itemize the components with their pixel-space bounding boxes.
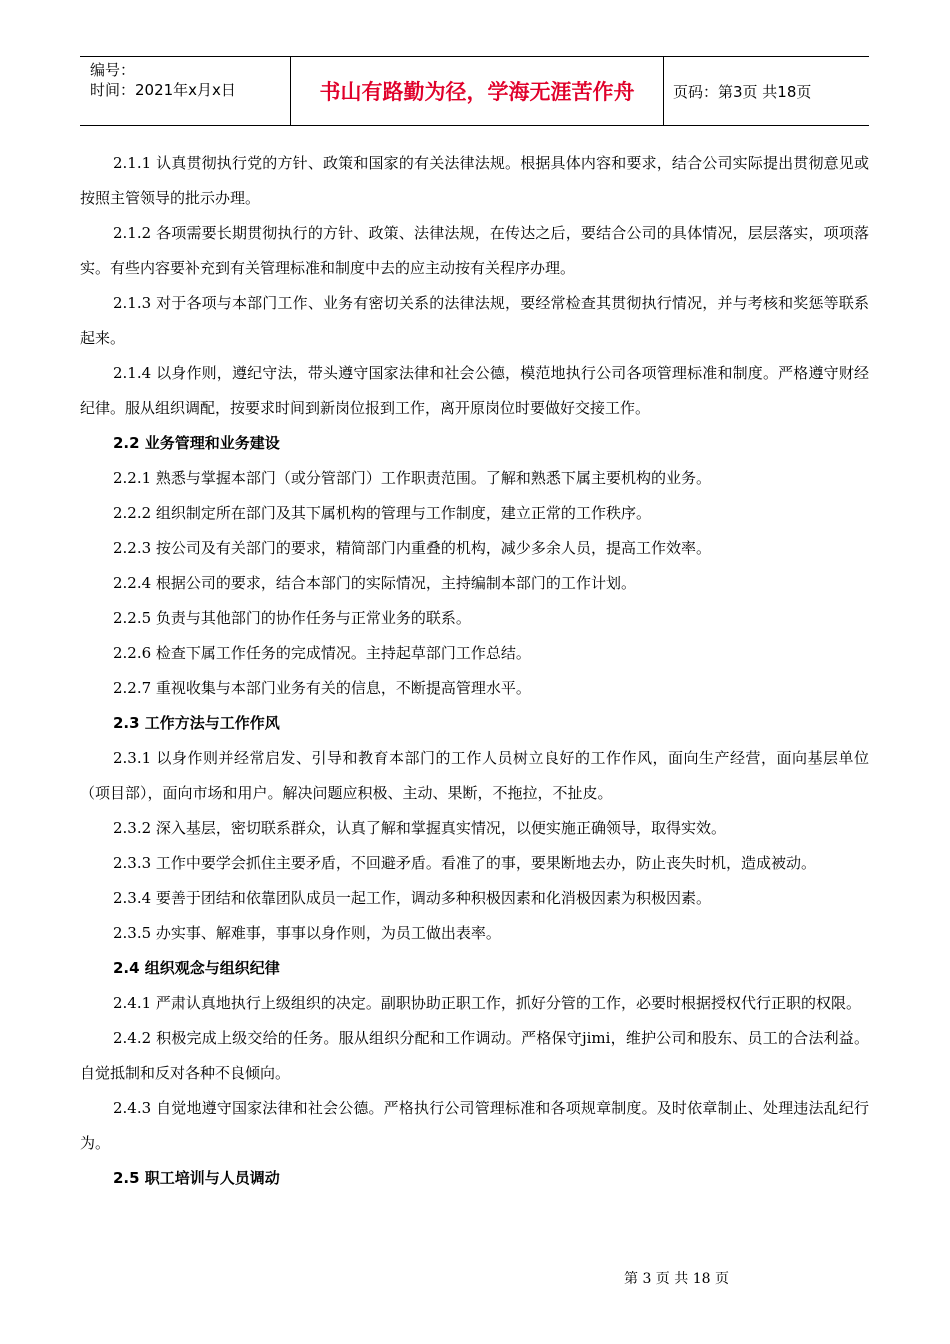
document-number-label: 编号：	[90, 61, 136, 79]
body-paragraph: 2.3.1 以身作则并经常启发、引导和教育本部门的工作人员树立良好的工作作风，面向生产经营，面向基层单位（项目部），面向市场和用户。解决问题应积极、主动、果断，不拖拉，不扯皮。	[80, 749, 869, 802]
body-paragraph: 2.4.3 自觉地遵守国家法律和社会公德。严格执行公司管理标准和各项规章制度。及时依章制止、处理违法乱纪行为。	[80, 1099, 869, 1152]
header-page-info: 页码：第3页 共18页	[673, 82, 812, 101]
header-left-cell	[80, 57, 291, 125]
section-heading: 2.4 组织观念与组织纪律	[113, 959, 280, 977]
document-body	[80, 146, 869, 1196]
body-paragraph: 2.3.5 办实事、解难事，事事以身作则，为员工做出表率。	[113, 924, 501, 942]
body-paragraph: 2.2.3 按公司及有关部门的要求，精简部门内重叠的机构，减少多余人员，提高工作效率。	[113, 539, 711, 557]
document-time-label: 时间：2021年x月x日	[90, 81, 236, 99]
header-motto: 书山有路勤为径，学海无涯苦作舟	[319, 80, 635, 104]
header-page-cell	[664, 57, 869, 125]
body-paragraph: 2.4.2 积极完成上级交给的任务。服从组织分配和工作调动。严格保守jimi，维护公司和股东、员工的合法利益。自觉抵制和反对各种不良倾向。	[80, 1029, 869, 1082]
page-header	[80, 56, 869, 126]
body-paragraph: 2.3.3 工作中要学会抓住主要矛盾，不回避矛盾。看准了的事，要果断地去办，防止丧失时机，造成被动。	[113, 854, 816, 872]
body-paragraph: 2.4.1 严肃认真地执行上级组织的决定。副职协助正职工作，抓好分管的工作，必要时根据授权代行正职的权限。	[113, 994, 861, 1012]
body-paragraph: 2.3.4 要善于团结和依靠团队成员一起工作，调动多种积极因素和化消极因素为积极因素。	[113, 889, 711, 907]
body-paragraph: 2.1.4 以身作则，遵纪守法，带头遵守国家法律和社会公德，模范地执行公司各项管理标准和制度。严格遵守财经纪律。服从组织调配，按要求时间到新岗位报到工作，离开原岗位时要做好交接工作。	[80, 364, 869, 417]
header-motto-cell	[291, 57, 664, 125]
section-heading: 2.2 业务管理和业务建设	[113, 434, 280, 452]
section-heading: 2.5 职工培训与人员调动	[113, 1169, 280, 1187]
body-paragraph: 2.2.7 重视收集与本部门业务有关的信息，不断提高管理水平。	[113, 679, 531, 697]
body-paragraph: 2.2.2 组织制定所在部门及其下属机构的管理与工作制度，建立正常的工作秩序。	[113, 504, 651, 522]
body-paragraph: 2.3.2 深入基层，密切联系群众，认真了解和掌握真实情况，以便实施正确领导，取得实效。	[113, 819, 726, 837]
body-paragraph: 2.1.3 对于各项与本部门工作、业务有密切关系的法律法规，要经常检查其贯彻执行情况，并与考核和奖惩等联系起来。	[80, 294, 869, 347]
section-heading: 2.3 工作方法与工作作风	[113, 714, 280, 732]
body-paragraph: 2.1.1 认真贯彻执行党的方针、政策和国家的有关法律法规。根据具体内容和要求，结合公司实际提出贯彻意见或按照主管领导的批示办理。	[80, 154, 869, 207]
body-paragraph: 2.2.6 检查下属工作任务的完成情况。主持起草部门工作总结。	[113, 644, 531, 662]
page-footer: 第 3 页 共 18 页	[624, 1271, 729, 1287]
body-paragraph: 2.2.5 负责与其他部门的协作任务与正常业务的联系。	[113, 609, 471, 627]
body-paragraph: 2.2.4 根据公司的要求，结合本部门的实际情况，主持编制本部门的工作计划。	[113, 574, 636, 592]
body-paragraph: 2.1.2 各项需要长期贯彻执行的方针、政策、法律法规，在传达之后，要结合公司的具体情况，层层落实，项项落实。有些内容要补充到有关管理标准和制度中去的应主动按有关程序办理。	[80, 224, 869, 277]
body-paragraph: 2.2.1 熟悉与掌握本部门（或分管部门）工作职责范围。了解和熟悉下属主要机构的业务。	[113, 469, 711, 487]
